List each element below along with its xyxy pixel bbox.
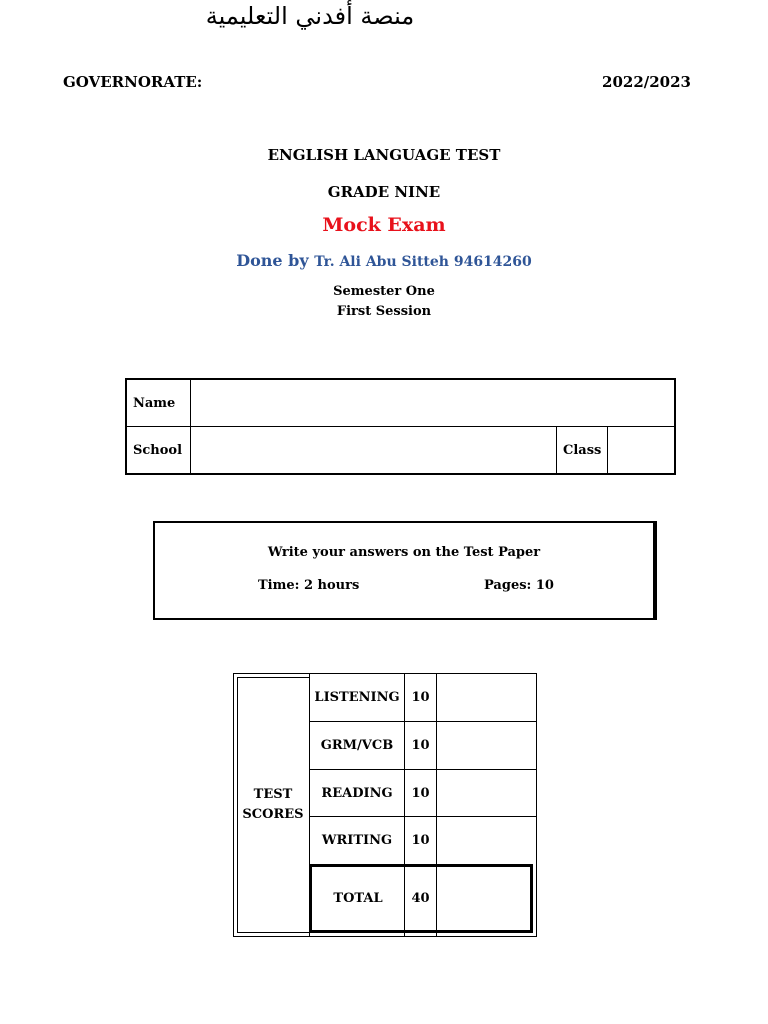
max-listening: 10 <box>411 690 430 705</box>
score-writing[interactable] <box>437 817 536 864</box>
name-field[interactable] <box>191 379 676 427</box>
instructions-box <box>153 521 655 620</box>
time-allowed: Time: 2 hours <box>258 578 360 593</box>
author-name: Tr. Ali Abu Sitteh 94614260 <box>314 254 532 270</box>
name-label: Name <box>126 379 191 427</box>
student-info-table <box>125 378 676 475</box>
exam-type: Mock Exam <box>322 214 446 236</box>
semester: Semester One <box>333 284 435 299</box>
instructions-text: Write your answers on the Test Paper <box>267 545 541 560</box>
class-field[interactable] <box>608 427 675 475</box>
page-count: Pages: 10 <box>484 578 554 593</box>
platform-title: منصة أفدني التعليمية <box>205 2 415 30</box>
max-grammar-vocab: 10 <box>411 738 430 753</box>
max-reading: 10 <box>411 785 430 801</box>
score-grammar-vocab[interactable] <box>437 722 536 769</box>
academic-year: 2022/2023 <box>602 73 691 91</box>
score-total[interactable] <box>437 867 530 930</box>
governorate-label: GOVERNORATE: <box>63 73 203 91</box>
session: First Session <box>336 304 432 319</box>
section-listening: LISTENING <box>314 690 400 705</box>
done-by-label: Done by <box>236 251 309 270</box>
section-writing: WRITING <box>321 833 393 848</box>
test-scores-table <box>233 673 537 937</box>
class-label: Class <box>557 427 608 475</box>
score-listening[interactable] <box>437 674 536 721</box>
author-line <box>0 251 768 270</box>
max-writing: 10 <box>411 833 430 848</box>
school-field[interactable] <box>191 427 557 475</box>
section-total: TOTAL <box>333 891 383 906</box>
section-grammar-vocab: GRM/VCB <box>320 738 394 753</box>
school-label: School <box>126 427 191 475</box>
section-reading: READING <box>321 785 393 801</box>
test-title: ENGLISH LANGUAGE TEST <box>267 146 501 164</box>
grade-title: GRADE NINE <box>327 183 441 201</box>
test-scores-label: TEST SCORES <box>242 787 304 822</box>
max-total: 40 <box>411 891 430 906</box>
score-reading[interactable] <box>437 770 536 816</box>
